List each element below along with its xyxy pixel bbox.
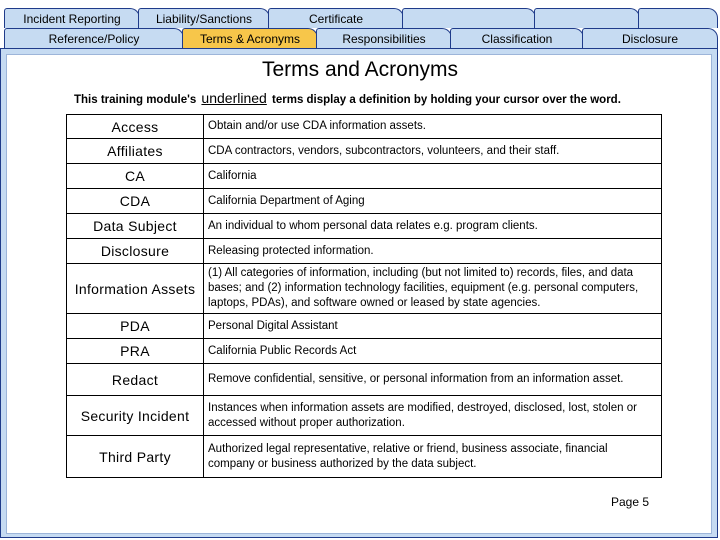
definition-cell: Releasing protected information. [204, 239, 662, 264]
table-row [67, 264, 662, 314]
definition-cell: Instances when information assets are modified, destroyed, disclosed, lost, stolen or accessed without proper authorization. [204, 396, 662, 436]
definition-cell: Obtain and/or use CDA information assets. [204, 115, 662, 139]
definition-cell: CDA contractors, vendors, subcontractors, volunteers, and their staff. [204, 139, 662, 164]
page-subtitle [74, 90, 621, 106]
term-cell: Third Party [67, 436, 204, 478]
definition-cell: An individual to whom personal data relates e.g. program clients. [204, 214, 662, 239]
tab-label: Terms & Acronyms [199, 31, 301, 46]
table-row [67, 189, 662, 214]
table-row [67, 239, 662, 264]
subtitle-text: This training module's [74, 94, 197, 106]
tab-label: Responsibilities [342, 31, 426, 46]
term-cell: Access [67, 115, 204, 139]
table-row [67, 396, 662, 436]
tab-liability-sanctions[interactable] [138, 8, 270, 28]
tab-label: Certificate [308, 11, 364, 26]
definition-cell: California Public Records Act [204, 339, 662, 364]
tab-label: Incident Reporting [23, 11, 121, 26]
term-cell: Data Subject [67, 214, 204, 239]
tab-disclosure[interactable] [582, 28, 718, 48]
term-cell: Disclosure [67, 239, 204, 264]
tab-label: Disclosure [621, 31, 678, 46]
tab-blank-2[interactable] [534, 8, 640, 28]
tab-blank-1[interactable] [402, 8, 536, 28]
term-cell: PDA [67, 314, 204, 339]
tab-label: Reference/Policy [48, 31, 140, 46]
underlined-example: underlined [201, 90, 267, 106]
tab-reference-policy[interactable] [4, 28, 184, 48]
definition-cell: California [204, 164, 662, 189]
terms-table [66, 114, 662, 478]
term-cell: Affiliates [67, 139, 204, 164]
page-title: Terms and Acronyms [261, 58, 459, 81]
definition-cell: Authorized legal representative, relative or friend, business associate, financial company or business authorized by the data subject. [204, 436, 662, 478]
table-row [67, 314, 662, 339]
term-cell: PRA [67, 339, 204, 364]
term-cell: Security Incident [67, 396, 204, 436]
tab-label: Liability/Sanctions [155, 11, 253, 26]
table-row [67, 339, 662, 364]
tab-responsibilities[interactable] [316, 28, 452, 48]
tab-certificate[interactable] [268, 8, 404, 28]
page-number: Page 5 [611, 495, 650, 509]
term-cell: Redact [67, 364, 204, 396]
tab-classification[interactable] [450, 28, 584, 48]
definition-cell: Personal Digital Assistant [204, 314, 662, 339]
tab-incident-reporting[interactable] [4, 8, 140, 28]
table-row [67, 436, 662, 478]
term-cell: Information Assets [67, 264, 204, 314]
table-row [67, 115, 662, 139]
table-row [67, 164, 662, 189]
term-cell: CA [67, 164, 204, 189]
definition-cell: (1) All categories of information, including (but not limited to) records, files, and data bases; and (2) information technology facilities, equipment (e.g. personal computers, laptops, PDAs), and software owned or leased by state agencies. [204, 264, 662, 314]
term-cell: CDA [67, 189, 204, 214]
tab-label: Classification [481, 31, 553, 46]
subtitle-text: terms display a definition by holding your cursor over the word. [272, 94, 621, 106]
definition-cell: California Department of Aging [204, 189, 662, 214]
table-row [67, 364, 662, 396]
table-row [67, 139, 662, 164]
tab-blank-3[interactable] [638, 8, 718, 28]
tab-terms-acronyms[interactable] [182, 28, 318, 48]
table-row [67, 214, 662, 239]
definition-cell: Remove confidential, sensitive, or personal information from an information asset. [204, 364, 662, 396]
